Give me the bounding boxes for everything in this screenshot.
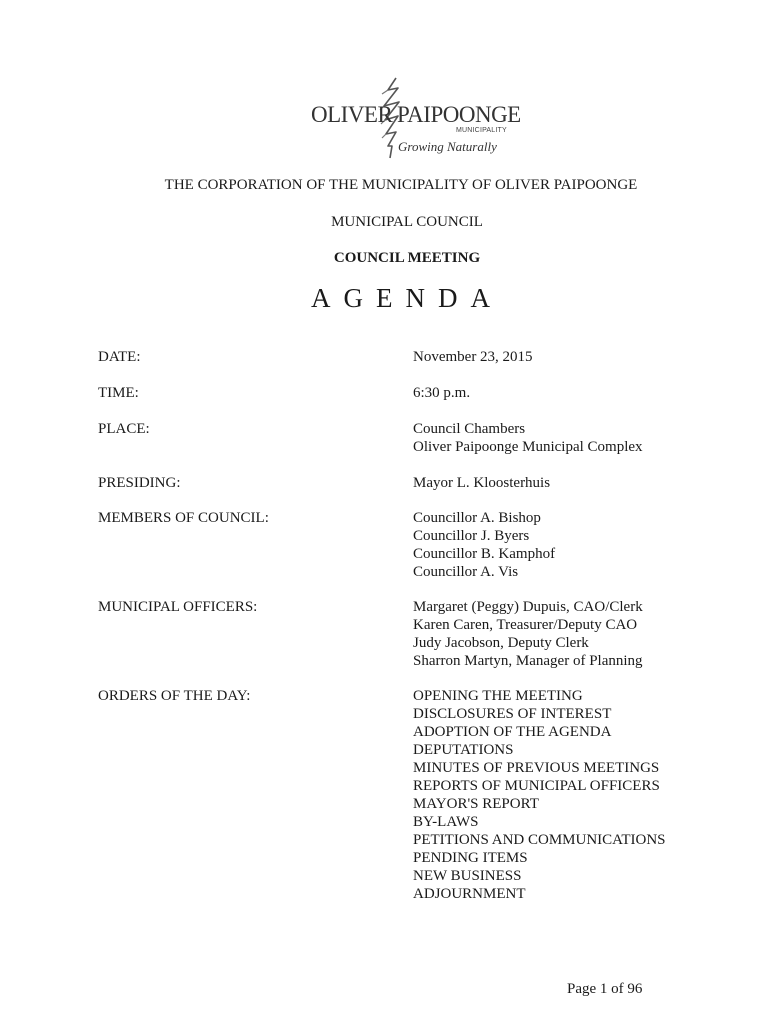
row-value: 6:30 p.m.	[413, 385, 471, 401]
row-value: Council Chambers	[413, 421, 526, 437]
row-values	[413, 420, 643, 456]
row-values	[413, 598, 643, 670]
row-values	[413, 474, 550, 492]
agenda-item: PETITIONS AND COMMUNICATIONS	[413, 832, 666, 848]
row-label: MEMBERS OF COUNCIL:	[98, 510, 269, 526]
agenda-item: DISCLOSURES OF INTEREST	[413, 706, 612, 722]
logo-tagline: Growing Naturally	[398, 139, 497, 154]
row-label: TIME:	[98, 385, 139, 401]
row-label: PRESIDING:	[98, 475, 181, 491]
municipality-logo	[308, 76, 521, 166]
corporation-title: THE CORPORATION OF THE MUNICIPALITY OF OLIVER PAIPOONGE	[164, 177, 638, 193]
row-label: PLACE:	[98, 421, 150, 437]
row-value: Mayor L. Kloosterhuis	[413, 475, 551, 491]
meeting-title: COUNCIL MEETING	[333, 250, 481, 266]
row-value: Judy Jacobson, Deputy Clerk	[413, 635, 589, 651]
row-label: MUNICIPAL OFFICERS:	[98, 599, 258, 615]
agenda-item: ADJOURNMENT	[413, 886, 526, 902]
logo-word-paipoonge: PAIPOONGE	[397, 102, 521, 127]
row-value: Oliver Paipoonge Municipal Complex	[413, 439, 643, 455]
agenda-item: OPENING THE MEETING	[413, 688, 583, 704]
row-value: Councillor J. Byers	[413, 528, 530, 544]
row-values	[413, 509, 555, 581]
agenda-item: BY-LAWS	[413, 814, 479, 830]
agenda-item: DEPUTATIONS	[413, 742, 514, 758]
agenda-item: ADOPTION OF THE AGENDA	[413, 724, 612, 740]
council-title: MUNICIPAL COUNCIL	[331, 214, 483, 230]
logo-subtitle: MUNICIPALITY	[456, 127, 507, 134]
row-value: Karen Caren, Treasurer/Deputy CAO	[413, 617, 638, 633]
row-value: Councillor B. Kamphof	[413, 546, 556, 562]
row-value: Margaret (Peggy) Dupuis, CAO/Clerk	[413, 599, 643, 615]
row-values	[413, 348, 533, 366]
row-label: DATE:	[98, 349, 141, 365]
page-number: Page 1 of 96	[567, 981, 643, 997]
row-value: Councillor A. Bishop	[413, 510, 541, 526]
agenda-heading: AGENDA	[311, 283, 503, 313]
agenda-item: REPORTS OF MUNICIPAL OFFICERS	[413, 778, 660, 794]
row-values	[413, 384, 470, 402]
row-value: Councillor A. Vis	[413, 564, 519, 580]
row-value: November 23, 2015	[413, 349, 533, 365]
row-value: Sharron Martyn, Manager of Planning	[413, 653, 643, 669]
agenda-item: MAYOR'S REPORT	[413, 796, 539, 812]
logo-word-oliver: OLIVER	[311, 102, 393, 127]
agenda-item: MINUTES OF PREVIOUS MEETINGS	[413, 760, 660, 776]
row-label: ORDERS OF THE DAY:	[98, 688, 251, 704]
agenda-item: NEW BUSINESS	[413, 868, 522, 884]
agenda-item: PENDING ITEMS	[413, 850, 528, 866]
row-values	[413, 687, 666, 903]
